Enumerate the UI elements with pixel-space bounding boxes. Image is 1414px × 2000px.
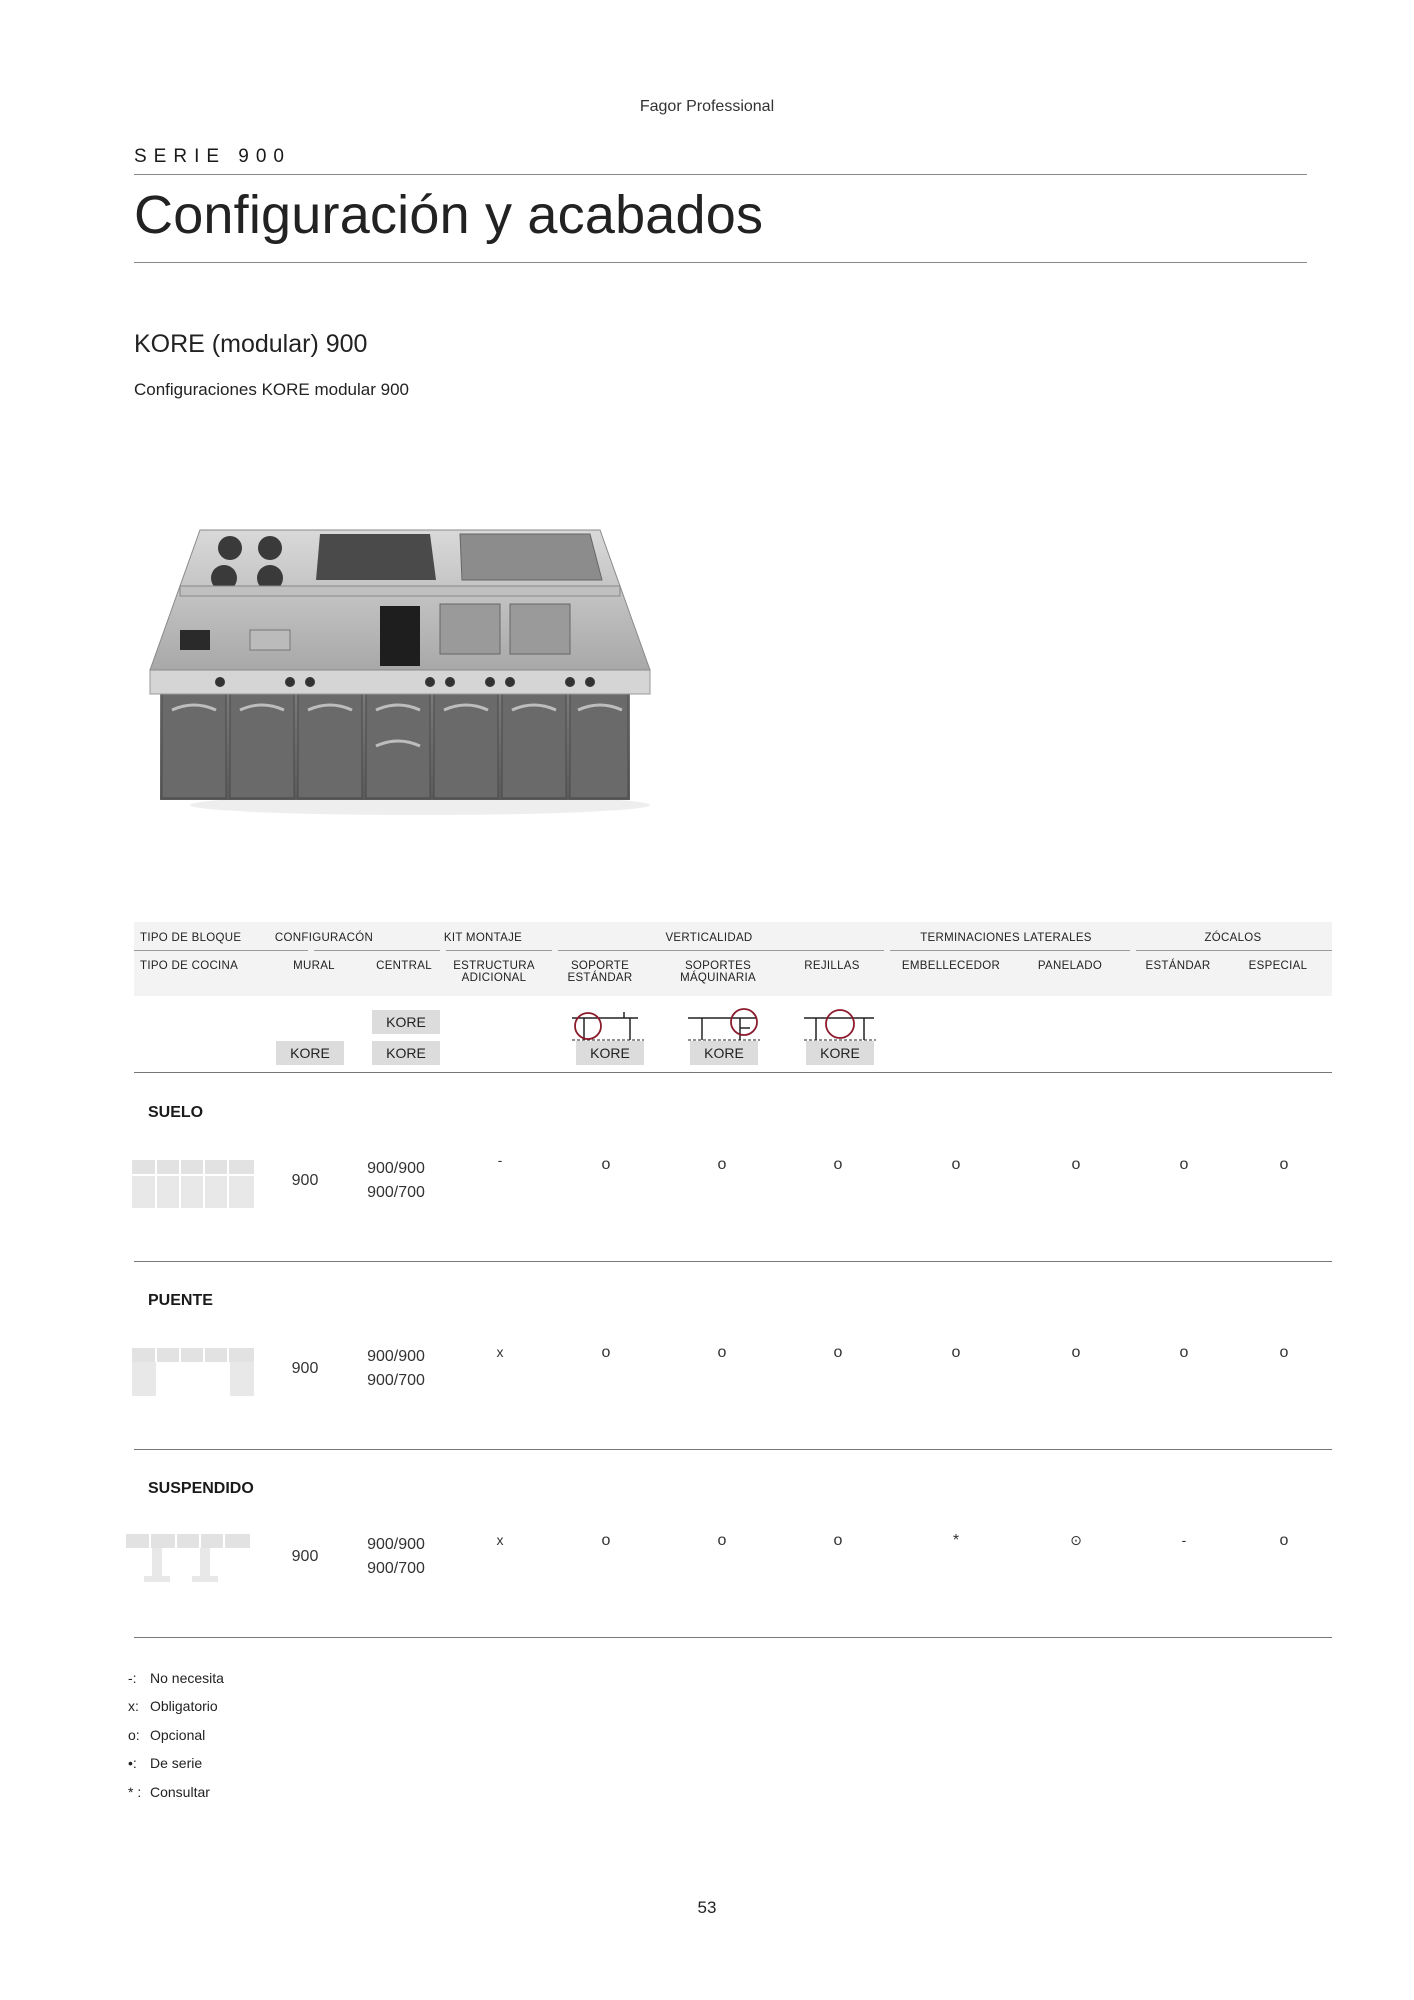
suelo-block-icon (132, 1160, 254, 1208)
suelo-soportes-maq: o (717, 1156, 727, 1173)
header-soportes-maq-1: SOPORTES (684, 960, 752, 972)
header-central: CENTRAL (376, 960, 432, 972)
table-divider (134, 1072, 1332, 1073)
legend-text: No necesita (150, 1670, 224, 1686)
soportes-maquinaria-diagram (684, 1008, 764, 1042)
suelo-central-2: 900/700 (367, 1184, 425, 1201)
suspendido-panelado: ⊙ (1070, 1532, 1082, 1548)
suelo-especial: o (1279, 1156, 1289, 1173)
group-line (446, 950, 552, 951)
legend-item (128, 1698, 218, 1714)
group-line (314, 950, 440, 951)
kore-chip-mural: KORE (276, 1041, 344, 1065)
suspendido-soporte: o (601, 1532, 611, 1549)
suspendido-central-2: 900/700 (367, 1560, 425, 1577)
row-label-suspendido: SUSPENDIDO (148, 1480, 254, 1497)
legend-text: Obligatorio (150, 1698, 218, 1714)
header-tipo-cocina: TIPO DE COCINA (140, 960, 239, 972)
puente-central-2: 900/700 (367, 1372, 425, 1389)
suelo-mural: 900 (291, 1172, 319, 1189)
suspendido-estandar: - (1181, 1532, 1187, 1548)
puente-especial: o (1279, 1344, 1289, 1361)
suelo-rejillas: o (833, 1156, 843, 1173)
header-panelado: PANELADO (1037, 960, 1103, 972)
suelo-central-1: 900/900 (367, 1160, 425, 1177)
header-rule-top (134, 174, 1307, 175)
row-label-suelo: SUELO (148, 1104, 204, 1121)
table-divider (134, 1449, 1332, 1450)
brand-header: Fagor Professional (639, 98, 775, 115)
suspendido-soportes-maq: o (717, 1532, 727, 1549)
suelo-embellecedor: o (951, 1156, 961, 1173)
kore-chip-soportes-maq: KORE (690, 1041, 758, 1065)
puente-soporte: o (601, 1344, 611, 1361)
suspendido-rejillas: o (833, 1532, 843, 1549)
header-rejillas: REJILLAS (804, 960, 860, 972)
series-label: SERIE 900 (134, 146, 291, 167)
kore-chip-central-top: KORE (372, 1010, 440, 1034)
soporte-estandar-diagram (568, 1008, 648, 1042)
header-kit-montaje: KIT MONTAJE (443, 932, 523, 944)
table-divider (134, 1261, 1332, 1262)
puente-estandar: o (1179, 1344, 1189, 1361)
header-rule-bottom (134, 262, 1307, 263)
suelo-estandar: o (1179, 1156, 1189, 1173)
suelo-kit: - (497, 1152, 503, 1168)
kore-chip-soporte: KORE (576, 1041, 644, 1065)
legend-key: * : (128, 1784, 142, 1800)
legend-item (128, 1755, 202, 1771)
puente-rejillas: o (833, 1344, 843, 1361)
page-title: Configuración y acabados (134, 185, 764, 245)
header-soportes-maq-2: MÁQUINARIA (680, 972, 756, 984)
table-divider (134, 1637, 1332, 1638)
puente-block-icon (132, 1348, 254, 1396)
header-configuracion: CONFIGURACÓN (274, 932, 374, 944)
suelo-soporte: o (601, 1156, 611, 1173)
legend-text: De serie (150, 1755, 203, 1771)
suelo-panelado: o (1071, 1156, 1081, 1173)
header-especial: ESPECIAL (1248, 960, 1308, 972)
suspendido-kit: x (496, 1532, 504, 1548)
puente-central-1: 900/900 (367, 1348, 425, 1365)
group-line (134, 950, 308, 951)
header-mural: MURAL (293, 960, 335, 972)
row-label-puente: PUENTE (148, 1292, 213, 1309)
rejillas-diagram (800, 1008, 880, 1042)
header-tipo-bloque: TIPO DE BLOQUE (140, 932, 242, 944)
legend-item (128, 1670, 224, 1686)
puente-soportes-maq: o (717, 1344, 727, 1361)
legend-key: -: (128, 1670, 137, 1686)
suspendido-embellecedor: * (952, 1532, 960, 1549)
legend-key: x: (128, 1698, 139, 1714)
header-estructura-1: ESTRUCTURA (453, 960, 535, 972)
puente-embellecedor: o (951, 1344, 961, 1361)
group-line (1136, 950, 1332, 951)
puente-mural: 900 (291, 1360, 319, 1377)
section-subtitle: Configuraciones KORE modular 900 (134, 380, 409, 399)
kitchen-block-illustration (140, 520, 670, 820)
section-title: KORE (modular) 900 (134, 330, 368, 358)
puente-panelado: o (1071, 1344, 1081, 1361)
puente-kit: x (496, 1344, 504, 1360)
legend-key: o: (128, 1727, 140, 1743)
kore-chip-central: KORE (372, 1041, 440, 1065)
suspendido-central-1: 900/900 (367, 1536, 425, 1553)
suspendido-mural: 900 (291, 1548, 319, 1565)
suspendido-block-icon (126, 1534, 250, 1584)
header-soporte-1: SOPORTE (570, 960, 630, 972)
page-number: 53 (697, 1898, 717, 1917)
legend-text: Consultar (150, 1784, 210, 1800)
header-soporte-2: ESTÁNDAR (567, 972, 633, 984)
legend-item (128, 1784, 210, 1800)
group-line (890, 950, 1130, 951)
legend-key: •: (128, 1755, 137, 1771)
header-embellecedor: EMBELLECEDOR (901, 960, 1001, 972)
header-terminaciones: TERMINACIONES LATERALES (920, 932, 1092, 944)
legend-text: Opcional (150, 1727, 206, 1743)
table-header (134, 922, 1332, 996)
header-zocalos: ZÓCALOS (1204, 932, 1262, 944)
header-estructura-2: ADICIONAL (461, 972, 527, 984)
suspendido-especial: o (1279, 1532, 1289, 1549)
legend-item (128, 1727, 205, 1743)
header-estandar: ESTÁNDAR (1145, 960, 1211, 972)
header-verticalidad: VERTICALIDAD (665, 932, 753, 944)
kore-chip-rejillas: KORE (806, 1041, 874, 1065)
group-line (558, 950, 884, 951)
